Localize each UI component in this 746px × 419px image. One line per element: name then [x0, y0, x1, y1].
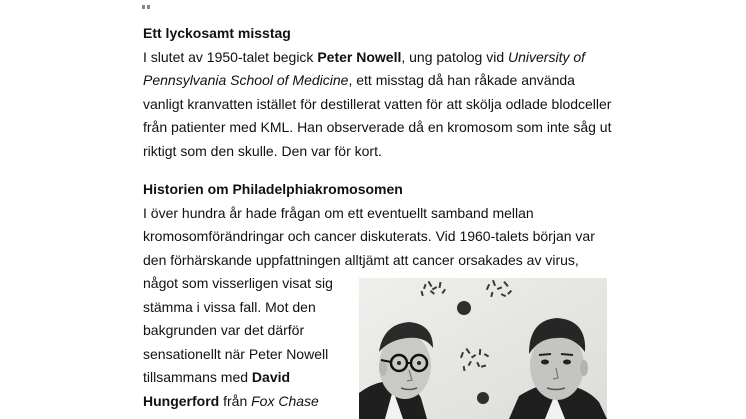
bold-run: Peter Nowell: [317, 48, 402, 65]
italic-run: Pennsylvania School of Medicine: [143, 72, 349, 88]
italic-run: University of: [508, 48, 586, 65]
text-run: , ung patolog vid: [401, 48, 508, 65]
photo-nowell-hungerford: [359, 278, 607, 419]
text-run: I över hundra år hade frågan om ett eventuellt samband mellan: [143, 204, 534, 221]
text-line: [143, 116, 611, 140]
text-line: [143, 93, 611, 117]
text-line: [143, 69, 611, 93]
text-line: [143, 140, 611, 164]
text-run: något som visserligen visat sig: [143, 275, 333, 291]
text-line: [143, 202, 595, 226]
text-line: [143, 249, 595, 273]
text-run: stämma i vissa fall. Mot den: [143, 298, 316, 315]
italic-run: Fox Chase: [251, 392, 319, 409]
text-run: vanligt kranvatten istället för destillerat vatten för att skölja odlade blodceller: [143, 95, 612, 112]
section-lucky-mistake: [143, 22, 611, 163]
bold-run: David: [251, 369, 291, 385]
photo-illustration: [359, 278, 607, 419]
text-run: I slutet av 1950-talet begick: [143, 48, 318, 65]
text-run: , ett misstag då han råkade använda: [348, 72, 575, 88]
text-run: tillsammans med: [143, 369, 252, 385]
page-top-fragment: [142, 0, 160, 2]
text-line: [143, 46, 611, 70]
text-line: [143, 225, 595, 249]
text-run: från: [219, 392, 252, 409]
bold-run: Hungerford: [143, 392, 220, 409]
text-run: kromosomförändringar och cancer diskuterats. Vid 1960-talets början var: [143, 228, 595, 244]
text-run: sensationellt när Peter Nowell: [143, 345, 329, 362]
text-run: från patienter med KML. Han observerade då en kromosom som inte såg ut: [143, 119, 612, 135]
text-run: bakgrunden var det därför: [143, 322, 305, 338]
text-run: den förhärskande uppfattningen alltjämt att cancer orsakades av virus,: [143, 251, 579, 268]
section-heading: Ett lyckosamt misstag: [143, 25, 291, 41]
text-run: riktigt som den skulle. Den var för kort.: [143, 142, 382, 159]
section-heading: Historien om Philadelphiakromosomen: [143, 181, 403, 197]
section-body: [143, 46, 611, 164]
